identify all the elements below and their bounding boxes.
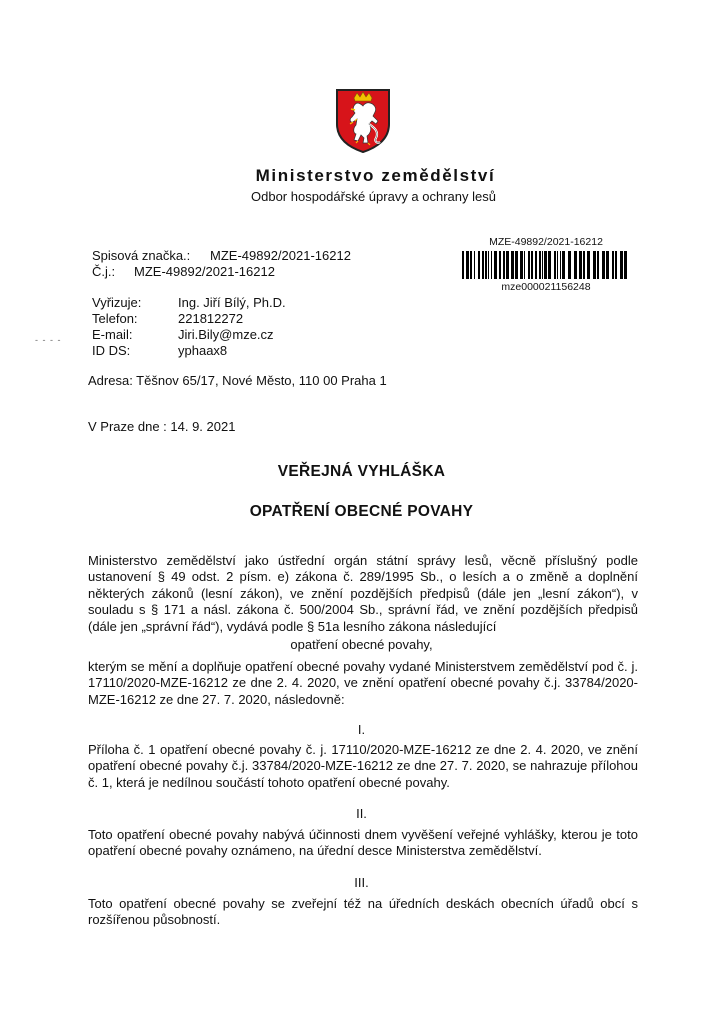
barcode-bottom-text: mze000021156248 bbox=[501, 281, 591, 293]
main-title: VEŘEJNÁ VYHLÁŠKA bbox=[277, 463, 446, 480]
address-line: Adresa: Těšnov 65/17, Nové Město, 110 00 Praha 1 bbox=[88, 373, 387, 388]
margin-mark: - - - - bbox=[35, 335, 62, 345]
email-value[interactable]: Jiri.Bily@mze.cz bbox=[178, 327, 274, 342]
email-row bbox=[92, 327, 274, 342]
cj-row bbox=[92, 264, 275, 279]
telefon-label: Telefon: bbox=[92, 311, 138, 326]
spisova-label: Spisová značka.: bbox=[92, 248, 191, 263]
ministry-department: Odbor hospodářské úpravy a ochrany lesů bbox=[251, 189, 496, 204]
cj-value: MZE-49892/2021-16212 bbox=[134, 264, 275, 279]
vyrizuje-row bbox=[92, 295, 286, 310]
section-3-text: Toto opatření obecné povahy se zveřejní též na úředních deskách obecních úřadů obcí s rozšířenou působností. bbox=[88, 896, 638, 928]
spisova-row bbox=[92, 248, 351, 263]
spisova-value: MZE-49892/2021-16212 bbox=[210, 248, 351, 263]
barcode-icon bbox=[462, 251, 628, 279]
vyrizuje-label: Vyřizuje: bbox=[92, 295, 142, 310]
email-label: E-mail: bbox=[92, 327, 133, 342]
idds-value: yphaax8 bbox=[178, 343, 228, 358]
section-2-text: Toto opatření obecné povahy nabývá účinnosti dnem vyvěšení veřejné vyhlášky, kterou je toto opatření obecné povahy oznámeno, na úřední desce Ministerstva zemědělství. bbox=[88, 827, 638, 859]
section-1-text: Příloha č. 1 opatření obecné povahy č. j. 17110/2020-MZE-16212 ze dne 2. 4. 2020, ve znění opatření obecné povahy č.j. 33784/2020-MZE-16212 ze dne 27. 7. 2020, se nahrazuje přílohou č. 1, která je nedílnou součástí tohoto opatření obecné povahy. bbox=[88, 742, 638, 790]
cj-label: Č.j.: bbox=[92, 264, 116, 279]
ministry-name: Ministerstvo zemědělství bbox=[255, 166, 496, 185]
sub-title: OPATŘENÍ OBECNÉ POVAHY bbox=[249, 503, 474, 520]
date-line: V Praze dne : 14. 9. 2021 bbox=[88, 419, 236, 434]
idds-label: ID DS: bbox=[92, 343, 131, 358]
section-1-heading: I. bbox=[357, 722, 366, 737]
intro-paragraph: Ministerstvo zemědělství jako ústřední orgán státní správy lesů, věcně příslušný podle ustanovení § 49 odst. 2 písm. e) zákona č. 289/1995 Sb., o lesích a o změně a doplnění některých zákonů (lesní zákon), ve znění pozdějších předpisů (dále jen „lesní zákon“), v souladu s § 171 a násl. zákona č. 500/2004 Sb., správní řád, ve znění pozdějších předpisů (dále jen „správní řád“), vydává podle § 51a lesního zákona následující bbox=[88, 553, 638, 634]
section-3-heading: III. bbox=[354, 875, 369, 890]
amend-paragraph: kterým se mění a doplňuje opatření obecné povahy vydané Ministerstvem zemědělství pod č. j. 17110/2020-MZE-16212 ze dne 2. 4. 2020, ve znění opatření obecné povahy č.j. 33784/2020-MZE-16212 ze dne 27. 7. 2020, následovně: bbox=[88, 659, 638, 707]
idds-row bbox=[92, 343, 227, 358]
section-2-heading: II. bbox=[356, 806, 367, 821]
vyrizuje-value: Ing. Jiří Bílý, Ph.D. bbox=[178, 295, 286, 310]
telefon-row bbox=[92, 311, 243, 326]
barcode-block bbox=[462, 236, 630, 293]
telefon-value: 221812272 bbox=[178, 311, 244, 326]
oop-line: opatření obecné povahy, bbox=[290, 637, 433, 652]
czech-lion-coat-of-arms-icon bbox=[335, 88, 391, 154]
barcode-top-text: MZE-49892/2021-16212 bbox=[489, 236, 603, 248]
